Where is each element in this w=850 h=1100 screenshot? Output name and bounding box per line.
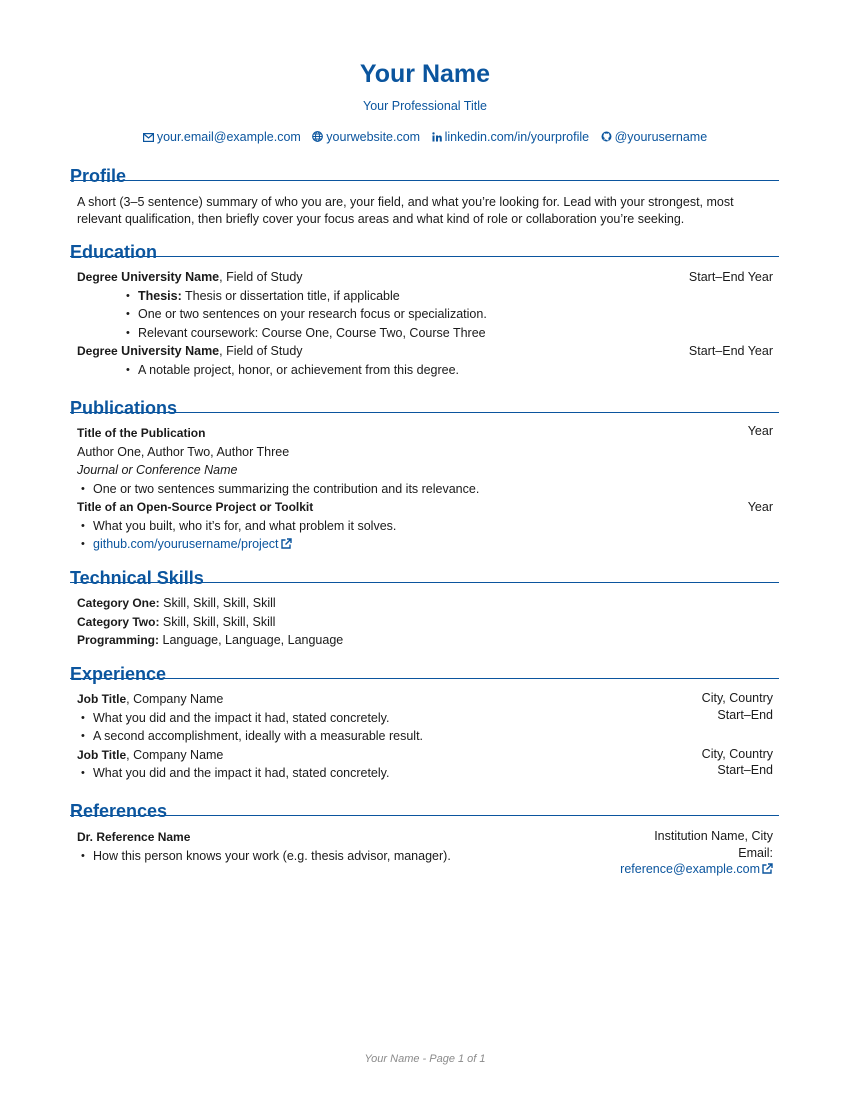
education-bullets xyxy=(77,287,773,343)
list-item: • A notable project, honor, or achievement from this degree. xyxy=(77,361,773,380)
list-item: • What you did and the impact it had, stated concretely. xyxy=(77,764,773,783)
section-heading-references: References xyxy=(70,800,177,822)
skill-row: Programming: Language, Language, Language xyxy=(77,633,344,647)
list-item: • Thesis: Thesis or dissertation title, if applicable xyxy=(77,287,773,306)
contact-email[interactable]: your.email@example.com xyxy=(143,130,301,144)
linkedin-icon xyxy=(432,132,442,142)
experience-meta: City, Country Start–End xyxy=(701,746,773,777)
skill-row: Category Two: Skill, Skill, Skill, Skill xyxy=(77,614,276,629)
reference-bullets xyxy=(77,847,773,866)
reference-meta: Institution Name, City Email: reference@example.com xyxy=(620,829,773,876)
publication-entry: Title of the Publication Year xyxy=(77,424,773,440)
publication-bullets xyxy=(77,517,773,554)
section-rule xyxy=(70,256,779,257)
reference-entry: Dr. Reference Name Institution Name, City Email: reference@example.com xyxy=(77,829,773,876)
contact-website[interactable]: yourwebsite.com xyxy=(312,130,420,144)
contact-github[interactable]: @yourusername xyxy=(601,130,708,144)
external-link-icon xyxy=(281,538,292,549)
publication-entry: Title of an Open-Source Project or Toolkit Year xyxy=(77,498,773,517)
section-rule xyxy=(70,815,779,816)
skills-section xyxy=(70,567,779,650)
contact-bar xyxy=(0,130,850,144)
education-bullets xyxy=(77,361,773,380)
github-icon xyxy=(601,131,612,142)
list-item: • Relevant coursework: Course One, Course Two, Course Three xyxy=(77,324,773,343)
list-item: • A second accomplishment, ideally with a measurable result. xyxy=(77,727,773,746)
profile-summary: A short (3–5 sentence) summary of who you are, your field, and what you’re looking for. Lead with your strongest, most relevant qualification, then briefly cover your focus areas and what kind of role or collaboration you’re seeking. xyxy=(77,195,734,226)
resume-name: Your Name xyxy=(359,60,491,88)
publications-section xyxy=(70,397,779,554)
education-dates: Start–End Year xyxy=(688,344,773,358)
section-heading-skills: Technical Skills xyxy=(70,567,214,589)
publication-authors: Author One, Author Two, Author Three xyxy=(77,444,290,459)
section-heading-publications: Publications xyxy=(70,397,187,419)
education-entry: Degree University Name, Field of Study Start–End Year xyxy=(77,342,773,361)
publication-bullets xyxy=(77,480,773,499)
professional-title: Your Professional Title xyxy=(363,99,487,113)
project-link[interactable]: github.com/yourusername/project xyxy=(93,537,279,551)
contact-linkedin[interactable]: linkedin.com/in/yourprofile xyxy=(432,130,590,144)
references-section xyxy=(70,800,779,876)
section-heading-education: Education xyxy=(70,241,167,263)
list-item: • What you built, who it’s for, and what problem it solves. xyxy=(77,517,773,536)
experience-bullets xyxy=(77,764,773,783)
education-entry: Degree University Name, Field of Study Start–End Year xyxy=(77,268,773,287)
page-footer: Your Name - Page 1 of 1 xyxy=(364,1053,486,1065)
section-heading-profile: Profile xyxy=(70,165,136,187)
skill-row: Category One: Skill, Skill, Skill, Skill xyxy=(77,596,276,610)
publication-year: Year xyxy=(747,424,773,438)
experience-bullets xyxy=(77,709,773,746)
list-item: • How this person knows your work (e.g. thesis advisor, manager). xyxy=(77,847,773,866)
list-item xyxy=(77,535,773,554)
education-section xyxy=(70,241,779,379)
list-item: • One or two sentences on your research focus or specialization. xyxy=(77,305,773,324)
list-item: • One or two sentences summarizing the contribution and its relevance. xyxy=(77,480,773,499)
experience-section xyxy=(70,663,779,783)
section-rule xyxy=(70,180,779,181)
reference-email-link[interactable]: reference@example.com xyxy=(620,862,760,876)
section-rule xyxy=(70,678,779,679)
experience-entry: Job Title, Company Name City, Country Start–End xyxy=(77,746,773,777)
section-rule xyxy=(70,412,779,413)
publication-year: Year xyxy=(747,500,773,514)
section-heading-experience: Experience xyxy=(70,663,176,685)
experience-entry: Job Title, Company Name City, Country Start–End xyxy=(77,691,773,722)
section-rule xyxy=(70,582,779,583)
education-dates: Start–End Year xyxy=(688,270,773,284)
experience-meta: City, Country Start–End xyxy=(701,691,773,722)
list-item: • What you did and the impact it had, stated concretely. xyxy=(77,709,773,728)
envelope-icon xyxy=(143,133,154,142)
publication-venue: Journal or Conference Name xyxy=(77,463,238,477)
profile-section xyxy=(70,165,779,227)
globe-icon xyxy=(312,131,323,142)
